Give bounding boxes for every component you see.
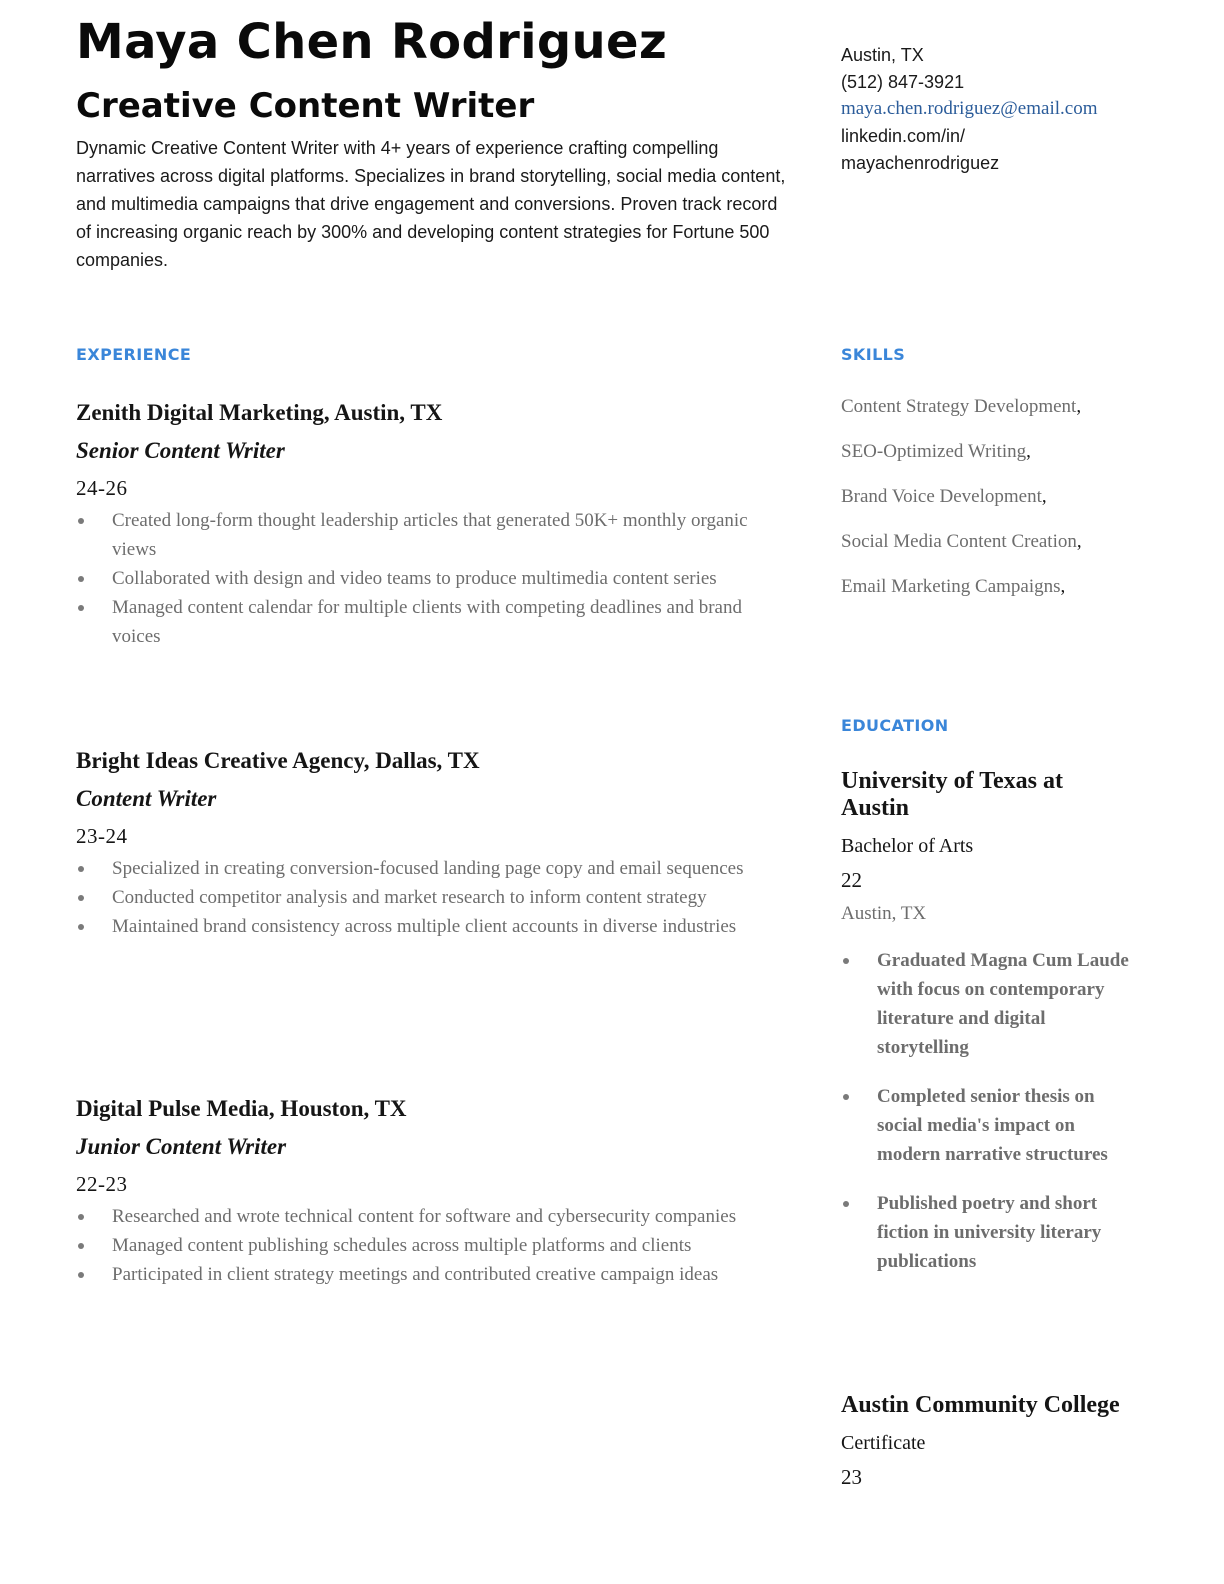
- job-company: Bright Ideas Creative Agency, Dallas, TX: [76, 748, 480, 773]
- job-bullet: [76, 1231, 788, 1260]
- bullet-text: Maintained brand consistency across multiple client accounts in diverse industries: [112, 916, 737, 937]
- bullet-text: Conducted competitor analysis and market research to inform content strategy: [112, 887, 707, 908]
- job-title: Senior Content Writer: [76, 438, 285, 463]
- edu-location: Austin, TX: [841, 903, 927, 924]
- contact-block: [841, 42, 1131, 177]
- edu-year: 23: [841, 1465, 862, 1489]
- bullet-dot-icon: [78, 924, 84, 930]
- experience-heading: EXPERIENCE: [76, 345, 192, 364]
- job-bullet: [76, 1202, 788, 1231]
- job-bullet: [76, 506, 788, 564]
- bullet-text: Created long-form thought leadership articles that generated 50K+ monthly organic views: [112, 510, 748, 560]
- job-bullets: [76, 506, 788, 651]
- job-company: Digital Pulse Media, Houston, TX: [76, 1096, 407, 1121]
- job-dates: 22-23: [76, 1172, 128, 1196]
- job-bullet: [76, 593, 788, 651]
- contact-email-link[interactable]: maya.chen.rodriguez@email.com: [841, 98, 1098, 119]
- edu-school: Austin Community College: [841, 1392, 1120, 1418]
- candidate-name: Maya Chen Rodriguez: [76, 14, 668, 70]
- bullet-dot-icon: [78, 1272, 84, 1278]
- job-bullets: [76, 1202, 788, 1289]
- bullet-text: Specialized in creating conversion-focused landing page copy and email sequences: [112, 858, 744, 879]
- job-entry: [76, 1094, 788, 1289]
- contact-linkedin-line1: linkedin.com/in/: [841, 126, 966, 146]
- edu-year: 22: [841, 868, 862, 892]
- bullet-text: Researched and wrote technical content for software and cybersecurity companies: [112, 1206, 737, 1227]
- candidate-headline: Creative Content Writer: [76, 86, 535, 126]
- edu-degree: Certificate: [841, 1432, 926, 1454]
- contact-location: Austin, TX: [841, 45, 924, 65]
- bullet-text: Published poetry and short fiction in university literary publications: [877, 1193, 1102, 1272]
- bullet-dot-icon: [78, 1214, 84, 1220]
- skill-separator: ,: [1026, 441, 1031, 462]
- skill-item: [841, 576, 1131, 598]
- job-bullet: [76, 883, 788, 912]
- edu-school: University of Texas at Austin: [841, 768, 1063, 821]
- skills-list: [841, 396, 1131, 621]
- bullet-dot-icon: [78, 866, 84, 872]
- job-title: Content Writer: [76, 786, 217, 811]
- skill-separator: ,: [1041, 486, 1047, 507]
- job-bullets: [76, 854, 788, 941]
- bullet-text: Participated in client strategy meetings and contributed creative campaign ideas: [112, 1264, 719, 1285]
- education-entry: [841, 768, 1131, 1296]
- job-bullet: [76, 912, 788, 941]
- bullet-text: Collaborated with design and video teams to produce multimedia content series: [112, 568, 717, 589]
- skill-item: [841, 486, 1131, 508]
- skill-separator: ,: [1060, 576, 1066, 597]
- bullet-dot-icon: [78, 605, 84, 611]
- job-dates: 24-26: [76, 476, 128, 500]
- job-dates: 23-24: [76, 824, 128, 848]
- edu-bullet: [841, 1082, 1131, 1169]
- bullet-text: Graduated Magna Cum Laude with focus on contemporary literature and digital storytelling: [877, 950, 1129, 1058]
- bullet-dot-icon: [78, 576, 84, 582]
- bullet-dot-icon: [78, 895, 84, 901]
- edu-degree: Bachelor of Arts: [841, 835, 974, 857]
- skill-text: SEO-Optimized Writing: [841, 441, 1027, 462]
- bullet-text: Managed content publishing schedules across multiple platforms and clients: [112, 1235, 692, 1256]
- skill-text: Email Marketing Campaigns: [841, 576, 1061, 597]
- edu-bullets: [841, 946, 1131, 1276]
- edu-bullet: [841, 946, 1131, 1062]
- job-bullet: [76, 1260, 788, 1289]
- job-entry: [76, 398, 788, 651]
- bullet-dot-icon: [843, 958, 849, 964]
- contact-linkedin-line2: mayachenrodriguez: [841, 153, 1000, 173]
- contact-phone: (512) 847-3921: [841, 72, 965, 92]
- skill-separator: ,: [1076, 396, 1082, 417]
- bullet-dot-icon: [843, 1201, 849, 1207]
- job-bullet: [76, 854, 788, 883]
- job-company: Zenith Digital Marketing, Austin, TX: [76, 400, 443, 425]
- bullet-text: Managed content calendar for multiple clients with competing deadlines and brand voices: [112, 597, 742, 647]
- skill-text: Content Strategy Development: [841, 396, 1077, 417]
- education-entry: [841, 1392, 1131, 1497]
- education-heading: EDUCATION: [841, 716, 949, 735]
- skill-text: Social Media Content Creation: [841, 531, 1077, 552]
- professional-summary: Dynamic Creative Content Writer with 4+ years of experience crafting compelling narratives across digital platforms. Specializes in brand storytelling, social media content, and multimedia campaigns that drive engagement and conversions. Proven track record of increasing organic reach by 300% and developing content strategies for Fortune 500 companies.: [76, 138, 786, 270]
- bullet-dot-icon: [78, 1243, 84, 1249]
- bullet-text: Completed senior thesis on social media's impact on modern narrative structures: [877, 1086, 1108, 1165]
- bullet-dot-icon: [843, 1094, 849, 1100]
- job-title: Junior Content Writer: [76, 1134, 287, 1159]
- skills-heading: SKILLS: [841, 345, 906, 364]
- skill-item: [841, 396, 1131, 418]
- skill-separator: ,: [1076, 531, 1082, 552]
- edu-bullet: [841, 1189, 1131, 1276]
- skill-item: [841, 441, 1131, 463]
- skill-text: Brand Voice Development: [841, 486, 1042, 507]
- bullet-dot-icon: [78, 518, 84, 524]
- job-entry: [76, 746, 788, 941]
- job-bullet: [76, 564, 788, 593]
- skill-item: [841, 531, 1131, 553]
